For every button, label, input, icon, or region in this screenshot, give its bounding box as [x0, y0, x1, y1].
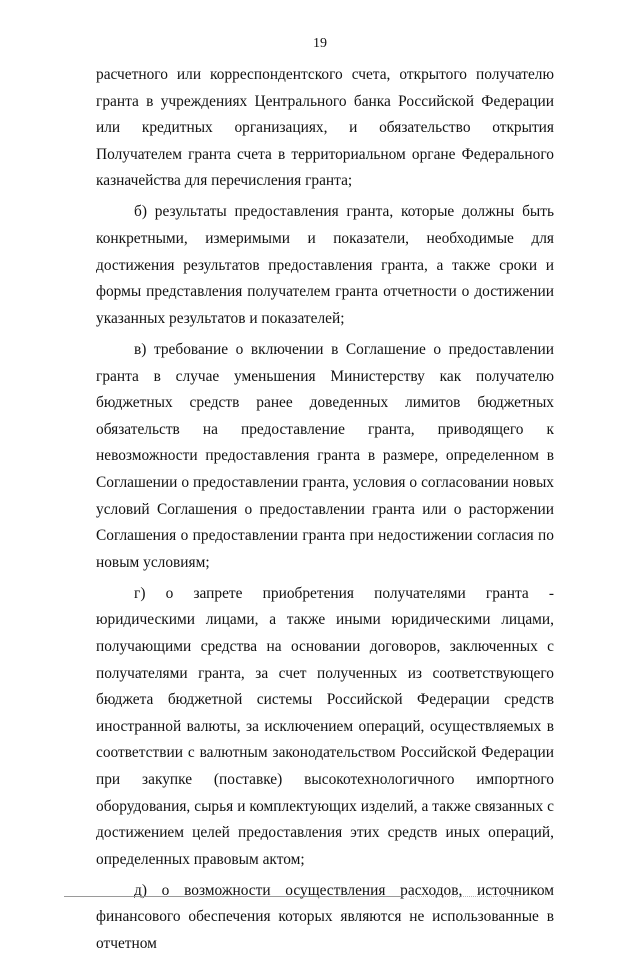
paragraph-item-g: г) о запрете приобретения получателями гранта - юридическими лицами, а также иными юридическими лицами, получающими средства на основании договоров, заключенных с получателями гранта, за счет полученных из соответствующего бюджета бюджетной системы Российской Федерации средств иностранной валюты, за исключением операций, осуществляемых в соответствии с валютным законодательством Российской Федерации при закупке (поставке) высокотехнологичного импортного оборудования, сырья и комплектующих изделий, а также связанных с достижением целей предоставления этих средств иных операций, определенных правовым актом; — [96, 584, 554, 868]
page-number: 19 — [313, 36, 327, 51]
scan-edge-dots — [410, 896, 520, 897]
scan-edge-line — [64, 896, 404, 897]
document-body — [96, 62, 554, 962]
paragraph-continuation: расчетного или корреспондентского счета, открытого получателю гранта в учреждениях Центрального банка Российской Федерации или кредитных организациях, и обязательство открытия Получателем гранта счета в территориальном органе Федерального казначейства для перечисления гранта; — [96, 66, 554, 190]
paragraph-item-d: д) о возможности осуществления расходов, источником финансового обеспечения которых являются не использованные в отчетном — [96, 881, 554, 952]
paragraph-item-b: б) результаты предоставления гранта, которые должны быть конкретными, измеримыми и показатели, необходимые для достижения результатов предоставления гранта, а также сроки и формы представления получателем гранта отчетности о достижении указанных результатов и показателей; — [96, 203, 554, 327]
paragraph-item-v: в) требование о включении в Соглашение о предоставлении гранта в случае уменьшения Министерству как получателю бюджетных средств ранее доведенных лимитов бюджетных обязательств на предоставление гранта, приводящего к невозможности предоставления гранта в размере, определенном в Соглашении о предоставлении гранта, условия о согласовании новых условий Соглашения о предоставлении гранта или о расторжении Соглашения о предоставлении гранта при недостижении согласия по новым условиям; — [96, 340, 554, 571]
